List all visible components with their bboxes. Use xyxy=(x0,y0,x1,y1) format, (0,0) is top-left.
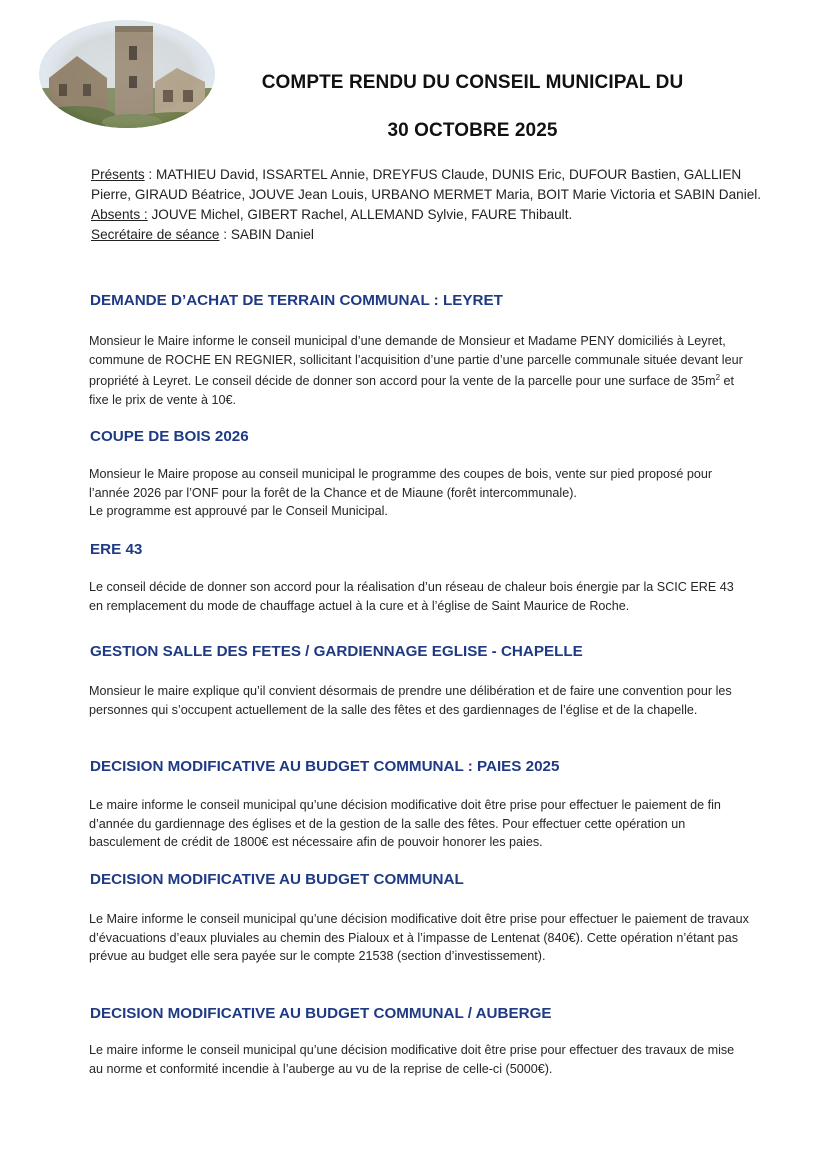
section-body-budget-drainage xyxy=(89,910,749,966)
section-title-hall-management: GESTION SALLE DES FETES / GARDIENNAGE EGLISE - CHAPELLE xyxy=(90,643,583,660)
absent-names: JOUVE Michel, GIBERT Rachel, ALLEMAND Sylvie, FAURE Thibault. xyxy=(147,207,573,222)
secretary-sep: : xyxy=(219,227,231,242)
document-title-line1: COMPTE RENDU DU CONSEIL MUNICIPAL DU xyxy=(261,72,684,93)
hall-management-text: Monsieur le maire explique qu’il convient désormais de prendre une délibération et de faire une convention pour les personnes qui s’occupent actuellement de la salle des fêtes et des gardiennages de l’église et de la chapelle. xyxy=(89,684,732,717)
present-names: MATHIEU David, ISSARTEL Annie, DREYFUS Claude, DUNIS Eric, DUFOUR Bastien, GALLIEN Pierre, GIRAUD Béatrice, JOUVE Jean Louis, URBANO MERMET Maria, BOIT Marie Victoria et SABIN Daniel. xyxy=(91,167,762,202)
budget-drainage-text: Le Maire informe le conseil municipal qu’une décision modificative doit être prise pour effectuer le paiement de travaux d’évacuations d’eaux pluviales au chemin des Pialoux et à l’impasse de Lentenat (840€). Cette opération n’étant pas prévue au budget elle sera payée sur le compte 21538 (section d’investissement). xyxy=(89,912,749,963)
budget-inn-text: Le maire informe le conseil municipal qu’une décision modificative doit être prise pour effectuer des travaux de mise au norme et conformité incendie à l’auberge au vu de la reprise de celle-ci (5000€). xyxy=(89,1043,735,1076)
attendance-block xyxy=(91,165,771,245)
section-title-ere43: ERE 43 xyxy=(90,541,143,558)
present-label: Présents xyxy=(91,167,145,182)
section-body-wood-cutting xyxy=(89,465,749,521)
budget-wages-text: Le maire informe le conseil municipal qu’une décision modificative doit être prise pour effectuer le paiement de fin d’année du gardiennage des églises et de la gestion de la salle des fêtes. Pour effectuer cette opération un basculement de crédit de 1800€ est nécessaire afin de pouvoir honorer les paies. xyxy=(89,798,721,849)
document-title-date: 30 OCTOBRE 2025 xyxy=(387,120,558,141)
wood-cutting-text: Monsieur le Maire propose au conseil municipal le programme des coupes de bois, vente sur pied proposé pour l’année 2026 par l’ONF pour la forêt de la Chance et de Miaune (forêt intercommunale). xyxy=(89,467,713,500)
section-title-wood-cutting: COUPE DE BOIS 2026 xyxy=(90,428,249,445)
secretary-label: Secrétaire de séance xyxy=(91,227,220,242)
section-title-budget-drainage: DECISION MODIFICATIVE AU BUDGET COMMUNAL xyxy=(90,871,464,888)
section-body-budget-inn xyxy=(89,1041,749,1078)
ere43-text: Le conseil décide de donner son accord pour la réalisation d’un réseau de chaleur bois énergie par la SCIC ERE 43 en remplacement du mode de chauffage actuel à la cure et à l’église de Saint Maurice de Roche. xyxy=(89,580,734,613)
squared-superscript: 2 xyxy=(715,373,721,382)
secretary-paragraph xyxy=(91,225,771,245)
village-church-photo xyxy=(37,18,217,130)
present-sep: : xyxy=(144,167,156,182)
land-purchase-text: Monsieur le Maire informe le conseil municipal d’une demande de Monsieur et Madame PENY domiciliés à Leyret, commune de ROCHE EN REGNIER, sollicitant l’acquisition d’une partie d’une parcelle communale située devant leur propriété à Leyret. Le conseil décide de donner son accord pour la vente de la parcelle pour une surface de 35m xyxy=(89,334,743,389)
wood-cutting-approval: Le programme est approuvé par le Conseil Municipal. xyxy=(89,504,388,518)
section-body-ere43 xyxy=(89,578,749,615)
section-title-land-purchase: DEMANDE D’ACHAT DE TERRAIN COMMUNAL : LEYRET xyxy=(90,292,503,309)
section-body-hall-management xyxy=(89,682,749,719)
section-body-budget-wages xyxy=(89,796,749,852)
present-paragraph xyxy=(91,165,771,205)
section-body-land-purchase xyxy=(89,332,749,409)
land-purchase-price: et fixe le prix de vente à 10€. xyxy=(89,374,735,407)
absent-label: Absents : xyxy=(91,207,148,222)
section-title-budget-inn: DECISION MODIFICATIVE AU BUDGET COMMUNAL / AUBERGE xyxy=(90,1005,552,1022)
secretary-name: SABIN Daniel xyxy=(230,227,314,242)
absent-paragraph xyxy=(91,205,771,225)
section-title-budget-wages: DECISION MODIFICATIVE AU BUDGET COMMUNAL : PAIES 2025 xyxy=(90,758,560,775)
